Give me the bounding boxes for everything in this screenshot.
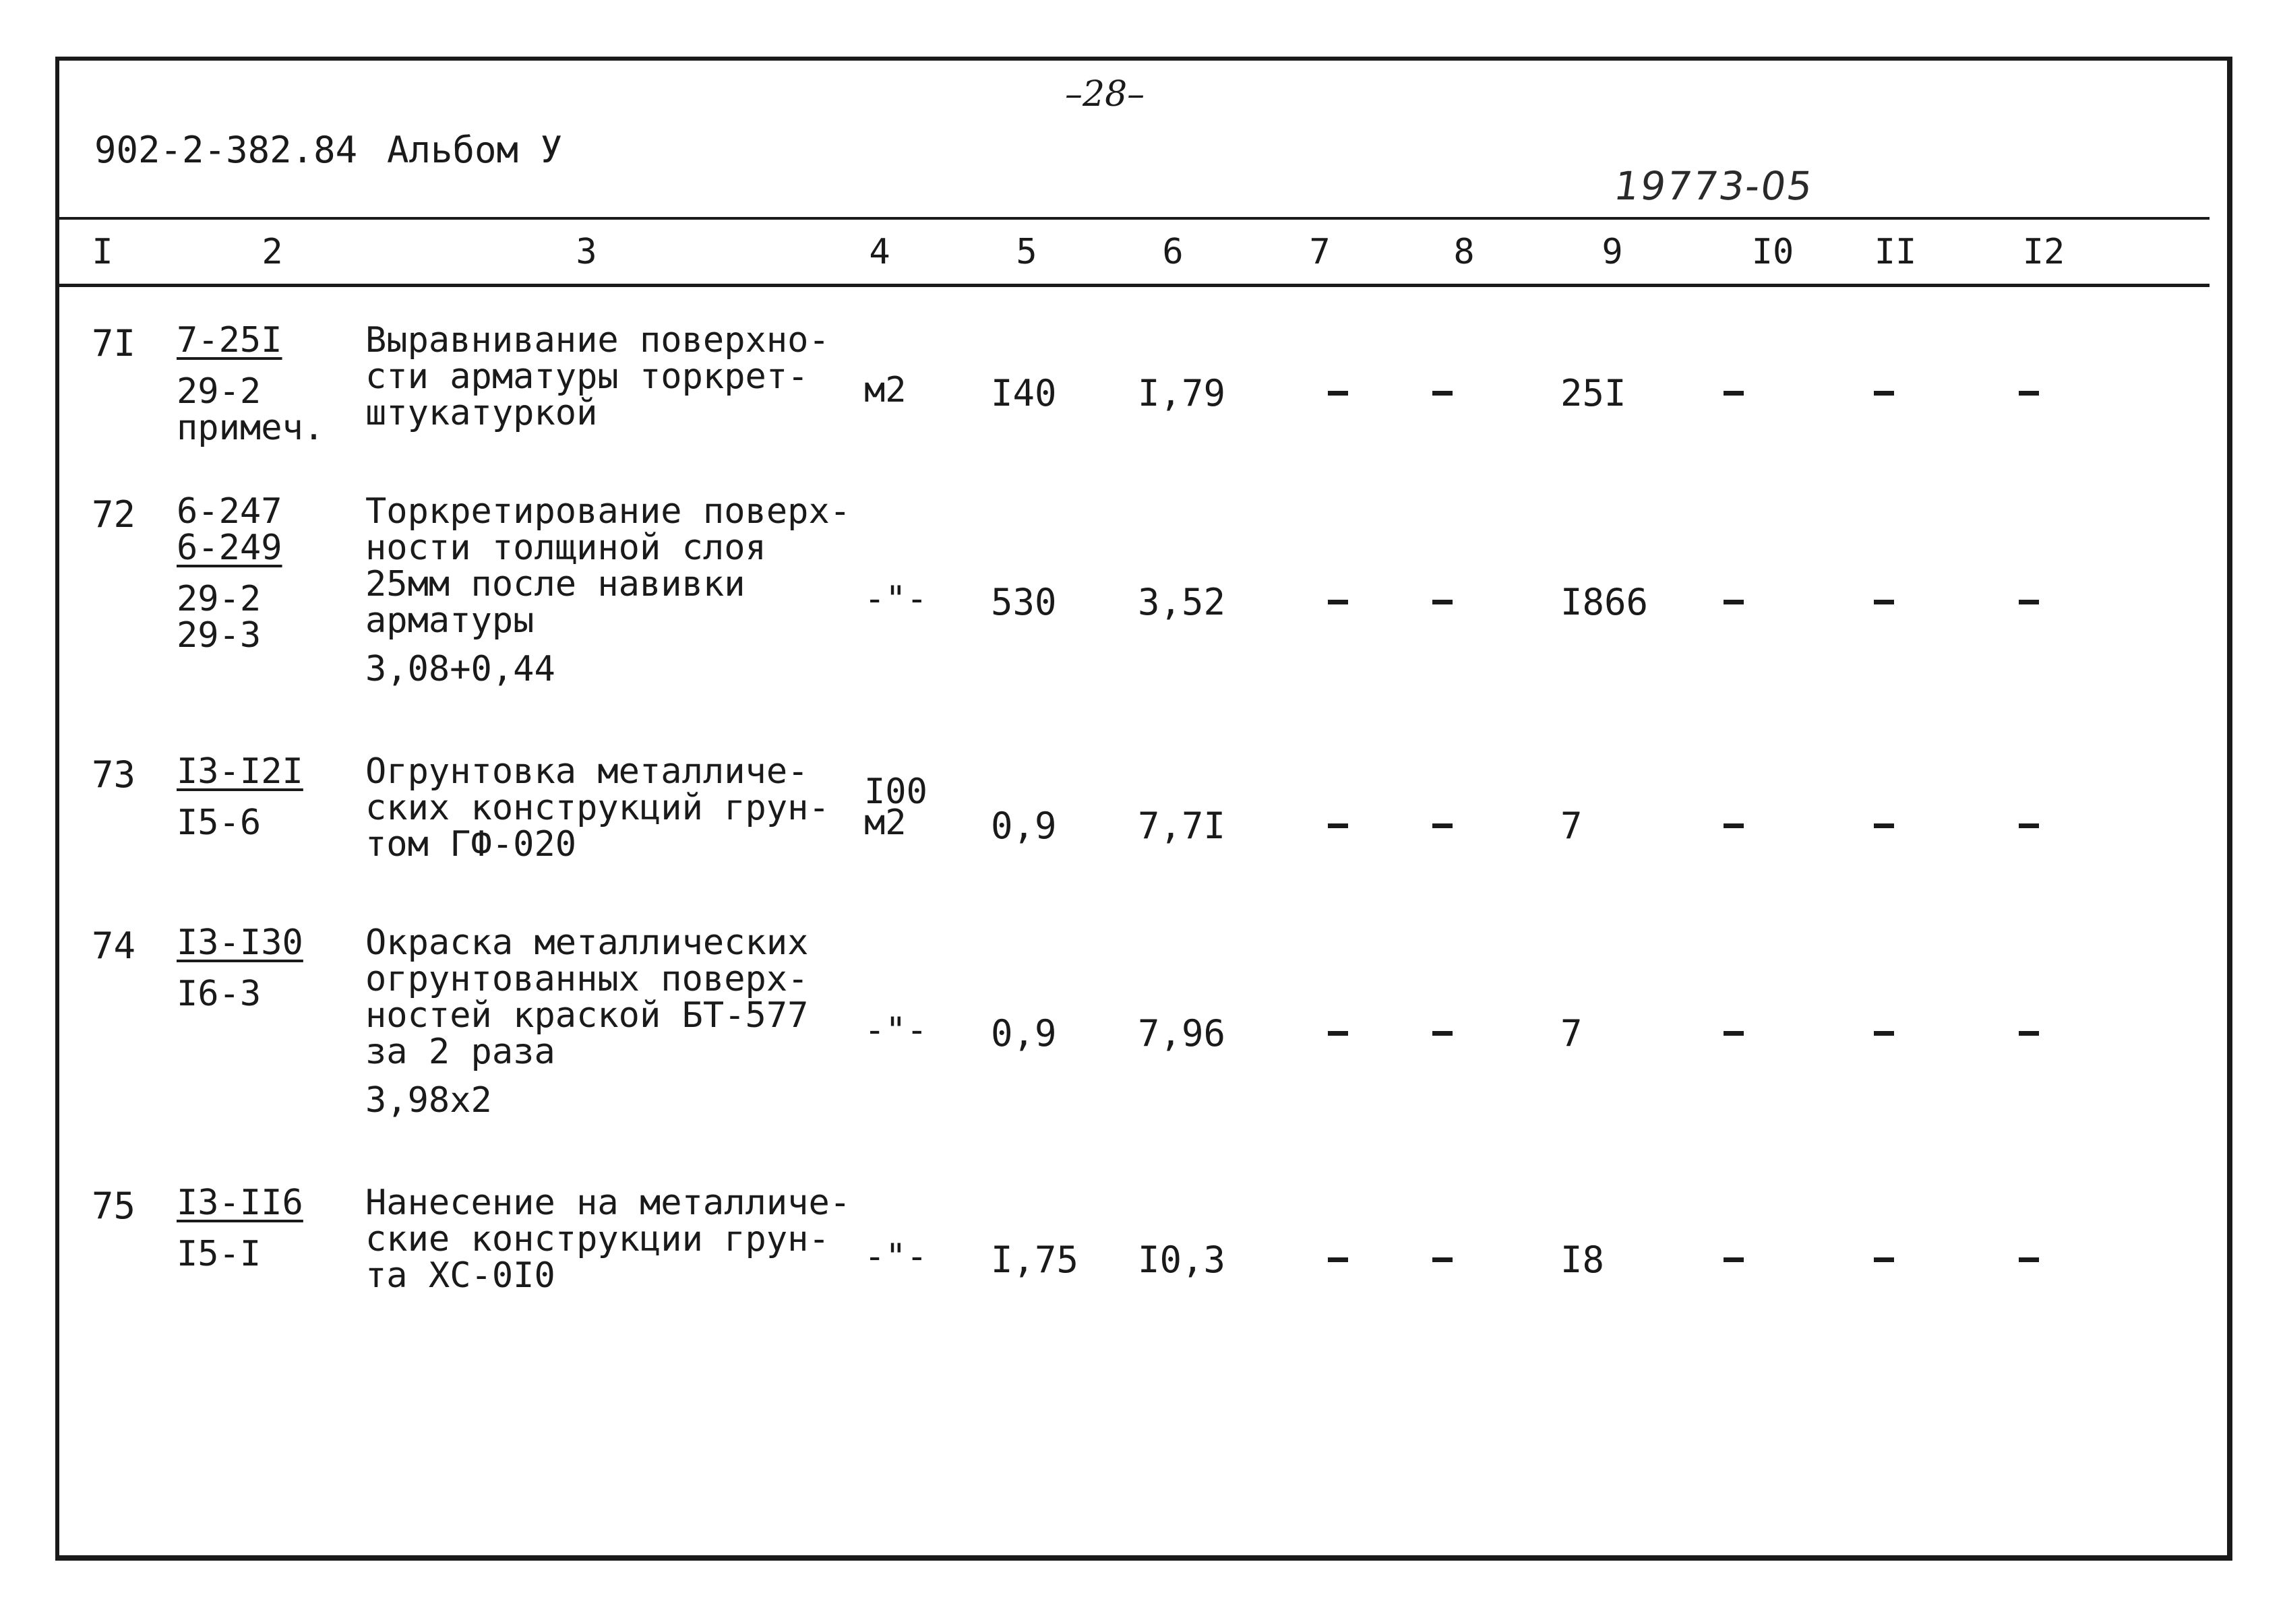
column-11-dash <box>1874 1031 1894 1036</box>
quantity-value: I,75 <box>991 1239 1079 1281</box>
page-number: –28– <box>1065 74 1145 115</box>
work-description: ности толщиной слоя <box>365 528 766 568</box>
row-number: 75 <box>92 1185 136 1227</box>
row-number: 7I <box>92 322 136 365</box>
column-7-dash <box>1328 600 1348 604</box>
column-header-2: 2 <box>262 232 283 272</box>
work-description: арматуры <box>365 600 535 641</box>
norm-code: I3-I30 <box>177 923 303 963</box>
norm-code: 29-2 <box>177 579 262 619</box>
column-11-dash <box>1874 391 1894 396</box>
column-header-12: I2 <box>2022 232 2065 272</box>
row-number: 74 <box>92 925 136 967</box>
column-11-dash <box>1874 823 1894 828</box>
album-label: Альбом У <box>387 129 563 171</box>
norm-code: I3-II6 <box>177 1183 303 1223</box>
column-header-3: 3 <box>576 232 597 272</box>
quantity-formula: 3,98х2 <box>365 1080 492 1121</box>
norm-code: 6-247 <box>177 491 282 532</box>
row-number: 72 <box>92 493 136 536</box>
work-description: Огрунтовка металличе- <box>365 751 809 792</box>
column-header-6: 6 <box>1162 232 1184 272</box>
norm-code: I3-I2I <box>177 751 303 792</box>
norm-code: I5-I <box>177 1234 262 1274</box>
stamp-number: 19773-05 <box>1611 163 1817 209</box>
column-10-dash <box>1724 823 1744 828</box>
work-description: штукатуркой <box>365 393 598 433</box>
row-number: 73 <box>92 753 136 796</box>
work-description: 25мм после навивки <box>365 564 745 604</box>
quantity-value: 0,9 <box>991 805 1057 847</box>
column-12-dash <box>2019 1257 2039 1262</box>
column-header-9: 9 <box>1602 232 1623 272</box>
work-description: та ХС-0I0 <box>365 1255 555 1296</box>
quantity-formula: 3,08+0,44 <box>365 649 555 689</box>
column-9-value: 7 <box>1560 805 1583 847</box>
unit-of-measure: м2 <box>864 370 907 410</box>
column-header-10: I0 <box>1751 232 1794 272</box>
column-header-8: 8 <box>1453 232 1475 272</box>
norm-code: примеч. <box>177 408 325 448</box>
column-header-1: I <box>92 232 113 272</box>
column-10-dash <box>1724 600 1744 604</box>
norm-code: 6-249 <box>177 528 282 568</box>
column-6-value: 3,52 <box>1138 581 1226 623</box>
column-11-dash <box>1874 1257 1894 1262</box>
work-description: за 2 раза <box>365 1032 555 1072</box>
quantity-value: 530 <box>991 581 1057 623</box>
column-7-dash <box>1328 391 1348 396</box>
column-6-value: 7,96 <box>1138 1012 1226 1055</box>
work-description: ских конструкций грун- <box>365 788 830 828</box>
work-description: Окраска металлических <box>365 923 809 963</box>
column-8-dash <box>1432 391 1453 396</box>
column-12-dash <box>2019 600 2039 604</box>
column-6-value: I,79 <box>1138 372 1226 414</box>
column-11-dash <box>1874 600 1894 604</box>
work-description: Выравнивание поверхно- <box>365 320 830 361</box>
column-10-dash <box>1724 1257 1744 1262</box>
column-header-11: II <box>1874 232 1917 272</box>
column-9-value: 25I <box>1560 372 1626 414</box>
column-7-dash <box>1328 1031 1348 1036</box>
norm-code: 7-25I <box>177 320 282 361</box>
column-10-dash <box>1724 1031 1744 1036</box>
column-8-dash <box>1432 1257 1453 1262</box>
norm-code: 29-3 <box>177 615 262 656</box>
work-description: огрунтованных поверх- <box>365 959 809 999</box>
work-description: ские конструкции грун- <box>365 1219 830 1259</box>
column-9-value: 7 <box>1560 1012 1583 1055</box>
column-10-dash <box>1724 391 1744 396</box>
work-description: ностей краской БТ-577 <box>365 995 809 1036</box>
column-header-5: 5 <box>1016 232 1037 272</box>
column-12-dash <box>2019 391 2039 396</box>
document-code: 902-2-382.84 <box>94 129 358 171</box>
column-7-dash <box>1328 823 1348 828</box>
column-6-value: I0,3 <box>1138 1239 1226 1281</box>
quantity-value: 0,9 <box>991 1012 1057 1055</box>
column-8-dash <box>1432 600 1453 604</box>
work-description: Нанесение на металличе- <box>365 1183 851 1223</box>
unit-of-measure: -"- <box>864 579 927 619</box>
quantity-value: I40 <box>991 372 1057 414</box>
work-description: сти арматуры торкрет- <box>365 356 809 397</box>
column-6-value: 7,7I <box>1138 805 1226 847</box>
norm-code: I5-6 <box>177 803 262 843</box>
column-header-7: 7 <box>1309 232 1331 272</box>
norm-code: I6-3 <box>177 974 262 1014</box>
column-header-4: 4 <box>869 232 890 272</box>
column-12-dash <box>2019 1031 2039 1036</box>
norm-code: 29-2 <box>177 371 262 412</box>
column-9-value: I866 <box>1560 581 1649 623</box>
header-top-rule <box>59 217 2210 220</box>
column-8-dash <box>1432 1031 1453 1036</box>
work-description: том ГФ-020 <box>365 824 577 865</box>
column-7-dash <box>1328 1257 1348 1262</box>
column-12-dash <box>2019 823 2039 828</box>
unit-of-measure: м2 <box>864 803 907 843</box>
column-8-dash <box>1432 823 1453 828</box>
unit-of-measure: I00 <box>864 772 927 812</box>
unit-of-measure: -"- <box>864 1010 927 1051</box>
work-description: Торкретирование поверх- <box>365 491 851 532</box>
column-9-value: I8 <box>1560 1239 1605 1281</box>
header-bottom-rule <box>59 284 2210 287</box>
unit-of-measure: -"- <box>864 1237 927 1277</box>
